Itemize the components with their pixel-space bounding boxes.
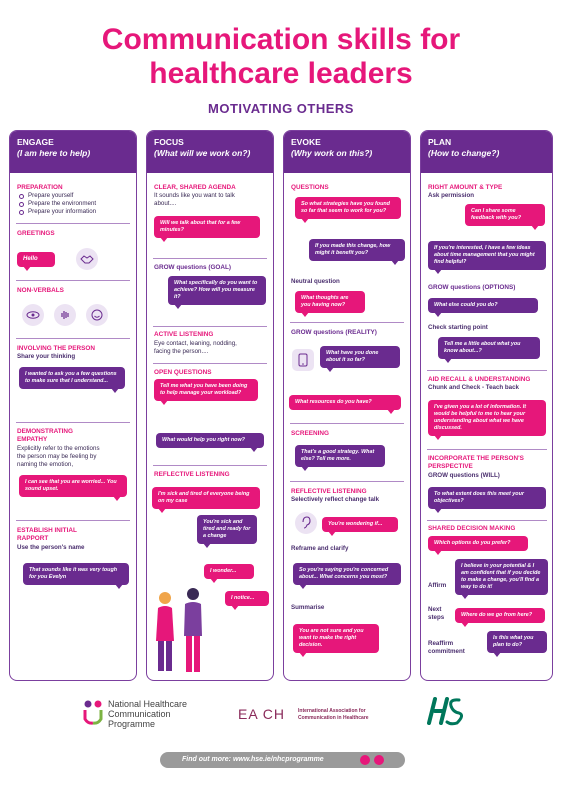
plan-column	[420, 130, 553, 681]
active-text: facing the person....	[154, 348, 209, 355]
phone-icon	[292, 349, 314, 371]
grow-goal-heading: GROW questions (GOAL)	[154, 264, 232, 271]
next-label-2: steps	[428, 614, 445, 621]
neutral-question-text: Neutral question	[291, 278, 340, 285]
plan-heading: PLAN	[428, 137, 452, 147]
radio-icon	[19, 210, 24, 215]
empathy-heading-2: EMPATHY	[17, 436, 48, 443]
next-label-1: Next	[428, 606, 442, 613]
preparation-heading: PREPARATION	[17, 184, 63, 191]
nhcp-line2: Communication	[108, 709, 171, 719]
aid-recall-heading: AID RECALL & UNDERSTANDING	[428, 376, 531, 383]
radio-icon	[19, 194, 24, 199]
focus-heading: FOCUS	[154, 137, 184, 147]
handshake-icon	[76, 248, 98, 270]
plan-do-bubble: Is this what you plan to do?	[487, 631, 547, 653]
empathy-text: Explicitly refer to the emotions	[17, 445, 100, 452]
selectively-text: Selectively reflect change talk	[291, 496, 380, 503]
focus-subheading: (What will we work on?)	[154, 148, 251, 158]
divider	[16, 422, 130, 423]
divider	[16, 223, 130, 224]
benefit-bubble: If you made this change, how might it benefit you?	[309, 239, 405, 261]
plan-subheading: (How to change?)	[428, 148, 500, 158]
evoke-header	[284, 131, 410, 173]
focus-column	[146, 130, 274, 681]
hse-logo	[425, 693, 467, 729]
evoke-heading: EVOKE	[291, 137, 321, 147]
empathy-heading-1: DEMONSTRATING	[17, 428, 73, 435]
soundwave-icon	[54, 304, 76, 326]
concerned-bubble: So you're saying you're concerned about... What concerns you most?	[293, 563, 401, 585]
grow-reality-heading: GROW questions (REALITY)	[291, 329, 377, 336]
believe-bubble: I believe in your potential & I am confident that if you decide to make a change, you'll find a way to do it!	[455, 559, 548, 595]
nhcp-logo-mark	[82, 699, 104, 725]
page-title-line1: Communication skills for	[101, 23, 461, 56]
screening-heading: SCREENING	[291, 430, 329, 437]
summarise-text: Summarise	[291, 604, 325, 611]
page-subtitle: MOTIVATING OTHERS	[208, 101, 354, 116]
prep-item: Prepare yourself	[28, 192, 74, 199]
plan-header	[421, 131, 552, 173]
shared-decision-heading: SHARED DECISION MAKING	[428, 525, 516, 532]
engage-heading: ENGAGE	[17, 137, 54, 147]
divider	[153, 326, 267, 327]
ideas-bubble: If you're interested, I have a few ideas about time management that you might find helpful?	[428, 241, 546, 270]
tell-bubble: Tell me a little about what you know about...?	[438, 337, 540, 359]
grow-options-heading: GROW questions (OPTIONS)	[428, 284, 516, 291]
use-name-text: Use the person's name	[17, 544, 85, 551]
footer-link[interactable]: Find out more: www.hse.ie/nhcprogramme	[182, 756, 324, 763]
divider	[16, 280, 130, 281]
notsure-bubble: You are not sure and you want to make the right decision.	[293, 624, 379, 653]
share-feedback-bubble: Can I share some feedback with you?	[465, 204, 545, 226]
open-questions-heading: OPEN QUESTIONS	[154, 369, 212, 376]
divider	[153, 258, 267, 259]
resources-bubble: What resources do you have?	[289, 395, 401, 410]
instagram-icon[interactable]	[374, 755, 384, 765]
twitter-icon[interactable]	[360, 755, 370, 765]
each-line2: Communication in Healthcare	[298, 715, 369, 721]
each-logo	[238, 700, 378, 730]
nhcp-line3: Programme	[108, 719, 156, 729]
sick-bubble: I'm sick and tired of everyone being on my case	[152, 487, 260, 509]
strategy-bubble: That's a good strategy. What else? Tell me more.	[295, 445, 385, 467]
divider	[290, 322, 404, 323]
engage-subheading: (I am here to help)	[17, 148, 91, 158]
affirm-label: Affirm	[428, 582, 447, 589]
active-listening-heading: ACTIVE LISTENING	[154, 331, 214, 338]
where-bubble: Where do we go from here?	[455, 608, 545, 623]
divider	[153, 465, 267, 466]
hello-bubble: Hello	[17, 252, 55, 267]
worried-bubble: I can see that you are worried... You sound upset.	[19, 475, 127, 497]
incorporate-heading-1: INCORPORATE THE PERSON'S	[428, 455, 524, 462]
else-bubble: What else could you do?	[428, 298, 538, 313]
divider	[427, 370, 547, 371]
prep-item: Prepare the environment	[28, 200, 97, 207]
greetings-heading: GREETINGS	[17, 230, 55, 237]
divider	[427, 449, 547, 450]
agenda-heading: CLEAR, SHARED AGENDA	[154, 184, 236, 191]
non-verbals-heading: NON-VERBALS	[17, 287, 64, 294]
evoke-subheading: (Why work on this?)	[291, 148, 373, 158]
radio-icon	[19, 202, 24, 207]
wonder-bubble: I wonder...	[204, 564, 254, 579]
focus-header	[147, 131, 273, 173]
divider	[290, 423, 404, 424]
divider	[153, 363, 267, 364]
rapport-heading-1: ESTABLISH INITIAL	[17, 527, 77, 534]
engage-column	[9, 130, 137, 681]
reaffirm-label-1: Reaffirm	[428, 640, 454, 647]
hse-logo-mark	[425, 693, 467, 729]
chunk-check-text: Chunk and Check - Teach back	[428, 384, 520, 391]
agenda-text: about....	[154, 200, 177, 207]
each-mark: EA CH	[238, 706, 286, 722]
ask-permission-text: Ask permission	[428, 192, 475, 199]
nhcp-logo	[82, 695, 192, 731]
engage-header	[10, 131, 136, 173]
agenda-text: It sounds like you want to talk	[154, 192, 235, 199]
each-line1: International Association for	[298, 708, 366, 714]
done-bubble: What have you done about it so far?	[320, 346, 400, 368]
prep-item: Prepare your information	[28, 208, 97, 215]
page-title-line2: healthcare leaders	[149, 57, 413, 90]
strategies-bubble: So what strategies have you found so far that seem to work for you?	[295, 197, 401, 219]
extent-bubble: To what extent does this meet your objectives?	[428, 487, 546, 509]
divider	[16, 338, 130, 339]
ear-icon	[295, 512, 317, 534]
grow-will-text: GROW questions (WILL)	[428, 472, 500, 479]
reframe-text: Reframe and clarify	[291, 545, 349, 552]
divider	[427, 520, 547, 521]
right-amount-heading: RIGHT AMOUNT & TYPE	[428, 184, 503, 191]
involving-heading: INVOLVING THE PERSON	[17, 345, 95, 352]
reaffirm-label-2: commitment	[428, 648, 465, 655]
people-illustration	[147, 586, 217, 681]
thoughts-bubble: What thoughts are you having now?	[295, 291, 365, 313]
help-bubble: What would help you right now?	[156, 433, 264, 448]
wondering-bubble: You're wondering if...	[322, 517, 398, 532]
share-thinking-text: Share your thinking	[17, 353, 76, 360]
divider	[16, 520, 130, 521]
active-text: Eye contact, leaning, nodding,	[154, 340, 237, 347]
options-bubble: Which options do you prefer?	[428, 536, 528, 551]
info-bubble: I've given you a lot of information. It would be helpful to me to hear your understanding about what we have discussed.	[428, 400, 546, 436]
notice-bubble: I notice...	[225, 591, 269, 606]
evoke-column	[283, 130, 411, 681]
ready-bubble: You're sick and tired and ready for a change	[197, 515, 257, 544]
empathy-text: naming the emotion,	[17, 461, 74, 468]
nhcp-line1: National Healthcare	[108, 699, 188, 709]
understand-bubble: I wanted to ask you a few questions to make sure that I understand...	[19, 367, 125, 389]
empathy-text: the person may be feeling by	[17, 453, 97, 460]
rapport-heading-2: RAPPORT	[17, 535, 49, 542]
talk-bubble: Will we talk about that for a few minutes?	[154, 216, 260, 238]
reflective-listening-heading: REFLECTIVE LISTENING	[154, 471, 230, 478]
evoke-reflective-heading: REFLECTIVE LISTENING	[291, 488, 367, 495]
workload-bubble: Tell me what you have been doing to help manage your workload?	[154, 379, 258, 401]
check-starting-text: Check starting point	[428, 324, 488, 331]
measure-bubble: What specifically do you want to achieve? How will you measure it?	[168, 276, 266, 305]
smiley-icon	[86, 304, 108, 326]
divider	[290, 481, 404, 482]
eye-icon	[22, 304, 44, 326]
incorporate-heading-2: PERSPECTIVE	[428, 463, 473, 470]
questions-heading: QUESTIONS	[291, 184, 329, 191]
tough-bubble: That sounds like it was very tough for you Evelyn	[23, 563, 129, 585]
